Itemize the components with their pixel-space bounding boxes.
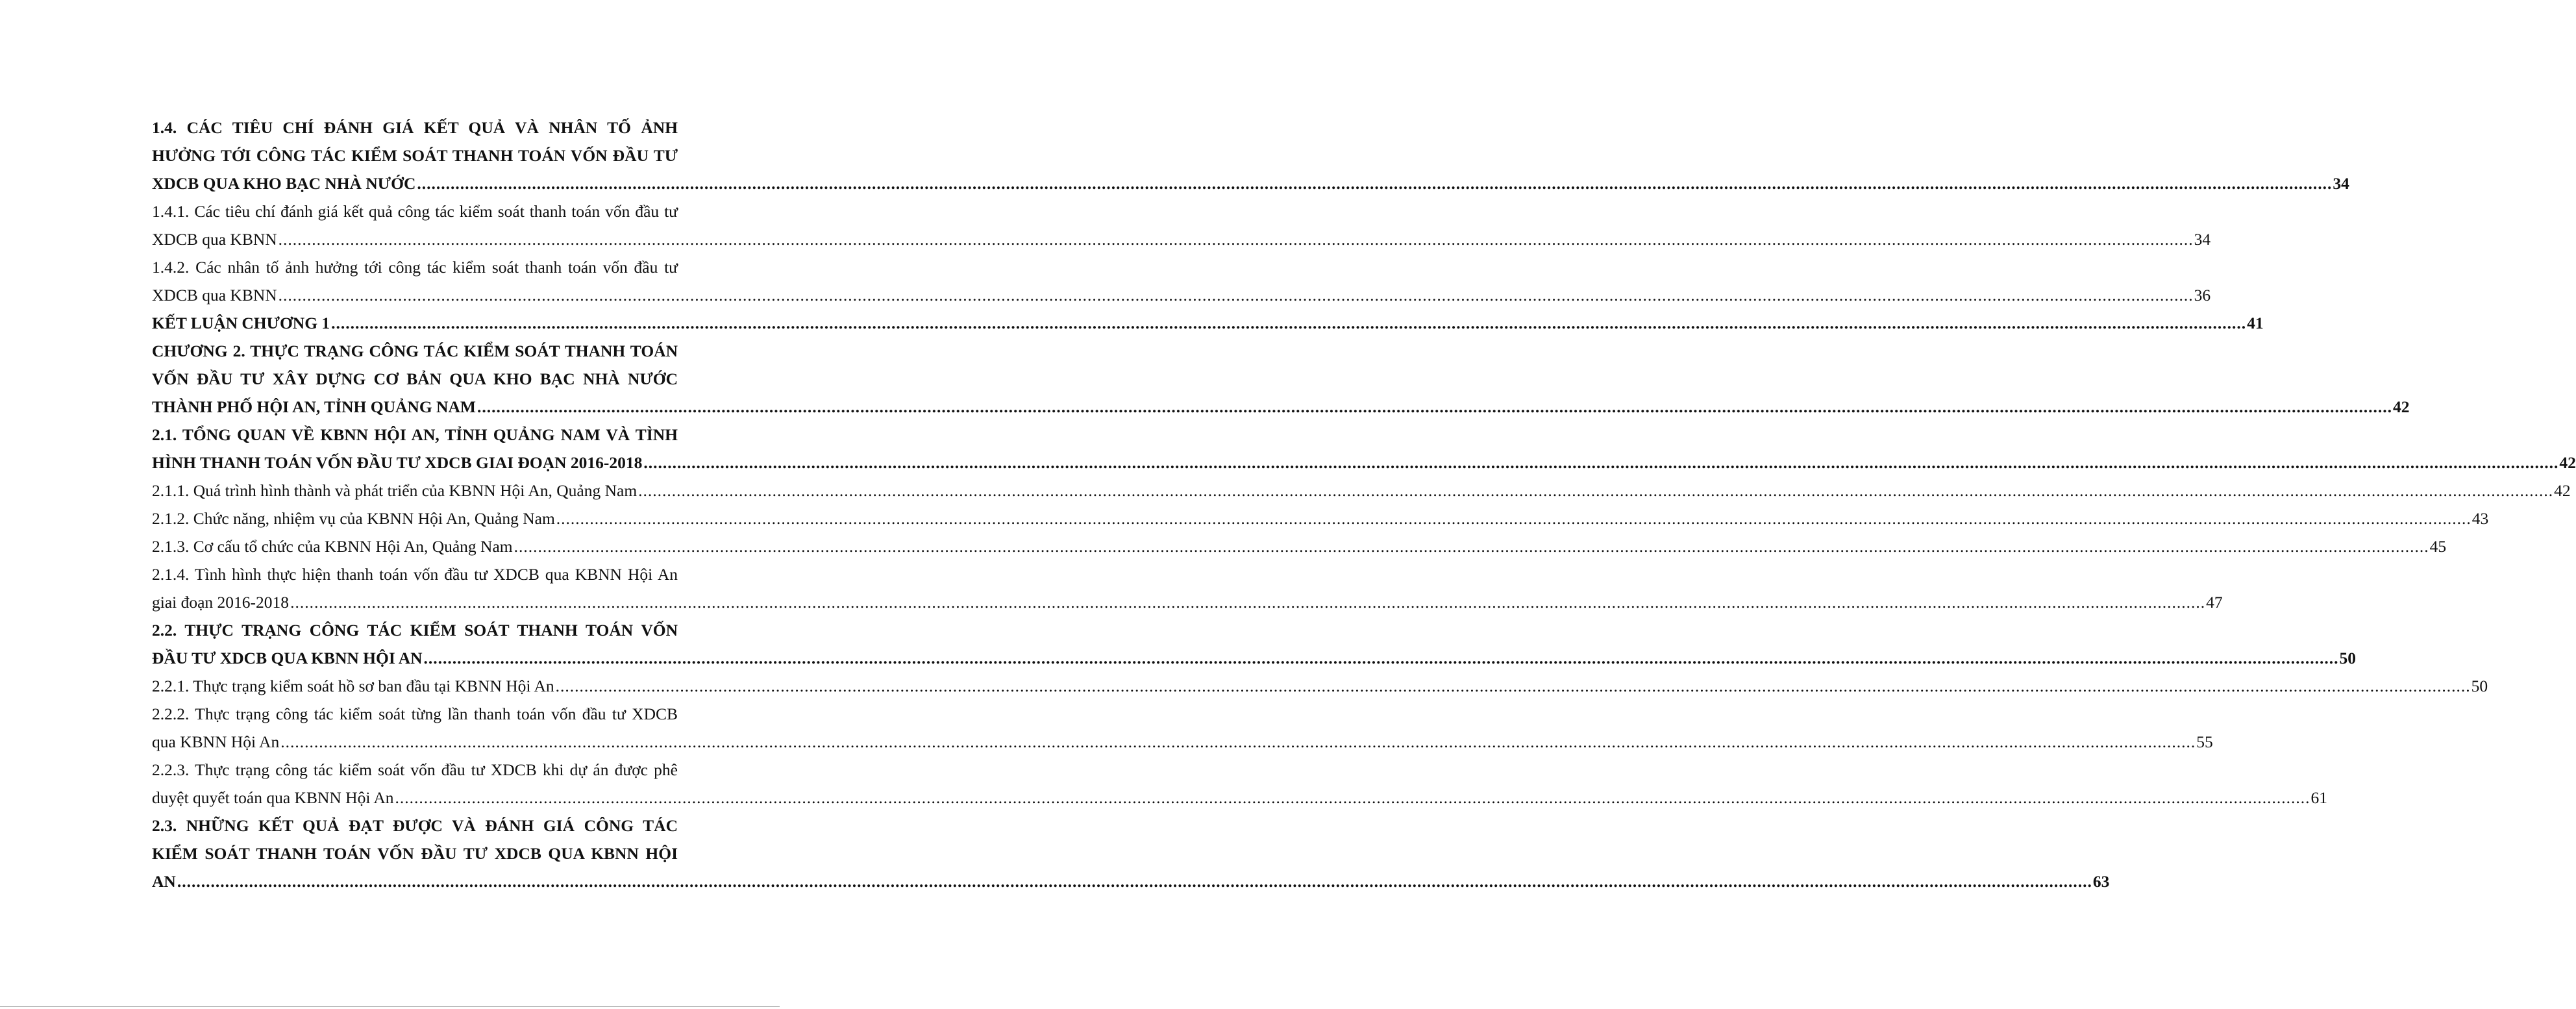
page-number: 50 [2339, 649, 2357, 667]
dot-leader: ................................................................................................................................................................................................................................................................................................................................................................................................................ [278, 230, 2194, 249]
toc-entry-title: 2.2.1. Thực trạng kiểm soát hồ sơ ban đầu tại KBNN Hội An [152, 677, 554, 695]
page-number: 47 [2206, 593, 2223, 612]
toc-entry-last-line [152, 504, 2489, 532]
page-number: 42 [2559, 453, 2576, 472]
toc-entry [152, 421, 2576, 477]
toc-entry-last-line [152, 169, 2349, 197]
toc-entry [152, 616, 2357, 672]
toc-entry-title: 2.1.3. Cơ cấu tổ chức của KBNN Hội An, Quảng Nam [152, 537, 513, 556]
page-number: 42 [2392, 397, 2410, 416]
dot-leader: ................................................................................................................................................................................................................................................................................................................................................................................................................ [514, 537, 2429, 556]
page-number: 34 [2194, 230, 2211, 249]
toc-entry [152, 560, 2223, 616]
page-number: 55 [2196, 732, 2213, 751]
toc-entry-last-line [152, 532, 2447, 560]
dot-leader: ................................................................................................................................................................................................................................................................................................................................................................................................................ [177, 872, 2092, 891]
toc-entry-last-line [152, 728, 2213, 756]
toc-entry-title: XDCB qua KBNN [152, 286, 277, 305]
toc-entry-last-line [152, 393, 2410, 421]
toc-entry-title: XDCB QUA KHO BẠC NHÀ NƯỚC [152, 174, 416, 193]
toc-entry-title: duyệt quyết toán qua KBNN Hội An [152, 788, 394, 807]
toc-entry-line: 2.2.3. Thực trạng công tác kiểm soát vốn đầu tư XDCB khi dự án được phê [152, 760, 678, 779]
toc-entry-line: KIỂM SOÁT THANH TOÁN VỐN ĐẦU TƯ XDCB QUA KBNN HỘI [152, 844, 678, 863]
toc-entry [152, 700, 2213, 756]
dot-leader: ................................................................................................................................................................................................................................................................................................................................................................................................................ [556, 509, 2471, 528]
toc-entry [152, 812, 2110, 895]
toc-entry-title: XDCB qua KBNN [152, 230, 277, 249]
toc-entry [152, 337, 2410, 421]
page-number: 42 [2554, 481, 2571, 500]
toc-entry-last-line [152, 449, 2576, 477]
toc-entry-line: CHƯƠNG 2. THỰC TRẠNG CÔNG TÁC KIỂM SOÁT THANH TOÁN [152, 342, 678, 360]
toc-entry-title: giai đoạn 2016-2018 [152, 593, 290, 612]
toc-entry [152, 114, 2349, 197]
toc-entry-title: THÀNH PHỐ HỘI AN, TỈNH QUẢNG NAM [152, 397, 476, 416]
dot-leader: ................................................................................................................................................................................................................................................................................................................................................................................................................ [643, 453, 2559, 472]
toc-entry-line: HƯỞNG TỚI CÔNG TÁC KIỂM SOÁT THANH TOÁN VỐN ĐẦU TƯ [152, 146, 678, 165]
toc-entry-last-line [152, 644, 2357, 672]
toc-entry [152, 309, 2264, 337]
toc-entry-title: AN [152, 872, 176, 891]
toc-entry-line: 2.2. THỰC TRẠNG CÔNG TÁC KIỂM SOÁT THANH TOÁN VỐN [152, 621, 678, 640]
page-number: 36 [2194, 286, 2211, 305]
page-number: 34 [2333, 174, 2349, 193]
dot-leader: ................................................................................................................................................................................................................................................................................................................................................................................................................ [423, 649, 2339, 667]
table-of-contents [152, 114, 2576, 895]
page-number: 50 [2471, 677, 2488, 695]
dot-leader: ................................................................................................................................................................................................................................................................................................................................................................................................................ [290, 593, 2206, 612]
toc-entry-line: 2.1. TỔNG QUAN VỀ KBNN HỘI AN, TỈNH QUẢNG NAM VÀ TÌNH [152, 425, 678, 444]
toc-entry-last-line [152, 281, 2211, 309]
toc-entry-line: 1.4.2. Các nhân tố ảnh hưởng tới công tác kiểm soát thanh toán vốn đầu tư [152, 258, 678, 277]
dot-leader: ................................................................................................................................................................................................................................................................................................................................................................................................................ [555, 677, 2471, 695]
toc-entry-title: KẾT LUẬN CHƯƠNG 1 [152, 314, 330, 332]
dot-leader: ................................................................................................................................................................................................................................................................................................................................................................................................................ [280, 732, 2196, 751]
toc-entry-last-line [152, 672, 2488, 700]
toc-entry-title: HÌNH THANH TOÁN VỐN ĐẦU TƯ XDCB GIAI ĐOẠN 2016-2018 [152, 453, 643, 472]
toc-entry-last-line [152, 309, 2264, 337]
toc-entry-title: 2.1.1. Quá trình hình thành và phát triển của KBNN Hội An, Quảng Nam [152, 481, 638, 500]
toc-entry-line: VỐN ĐẦU TƯ XÂY DỰNG CƠ BẢN QUA KHO BẠC NHÀ NƯỚC [152, 369, 678, 388]
dot-leader: ................................................................................................................................................................................................................................................................................................................................................................................................................ [417, 174, 2333, 193]
toc-entry-line: 1.4.1. Các tiêu chí đánh giá kết quả công tác kiểm soát thanh toán vốn đầu tư [152, 202, 678, 221]
dot-leader: ................................................................................................................................................................................................................................................................................................................................................................................................................ [278, 286, 2194, 305]
dot-leader: ................................................................................................................................................................................................................................................................................................................................................................................................................ [331, 314, 2247, 332]
toc-entry-line: 2.3. NHỮNG KẾT QUẢ ĐẠT ĐƯỢC VÀ ĐÁNH GIÁ CÔNG TÁC [152, 816, 678, 835]
toc-entry-last-line [152, 784, 2328, 812]
toc-entry [152, 504, 2489, 532]
toc-entry-line: 2.1.4. Tình hình thực hiện thanh toán vốn đầu tư XDCB qua KBNN Hội An [152, 565, 678, 584]
toc-entry-last-line [152, 867, 2110, 895]
toc-entry-title: ĐẦU TƯ XDCB QUA KBNN HỘI AN [152, 649, 423, 667]
dot-leader: ................................................................................................................................................................................................................................................................................................................................................................................................................ [638, 481, 2554, 500]
toc-entry [152, 477, 2571, 504]
toc-entry [152, 197, 2211, 253]
toc-entry-last-line [152, 588, 2223, 616]
page-bottom-edge [0, 1006, 780, 1007]
toc-entry [152, 253, 2211, 309]
toc-entry-title: qua KBNN Hội An [152, 732, 280, 751]
page-number: 45 [2429, 537, 2447, 556]
page-number: 43 [2471, 509, 2489, 528]
toc-entry [152, 672, 2488, 700]
dot-leader: ................................................................................................................................................................................................................................................................................................................................................................................................................ [477, 397, 2392, 416]
dot-leader: ................................................................................................................................................................................................................................................................................................................................................................................................................ [395, 788, 2310, 807]
toc-entry-title: 2.1.2. Chức năng, nhiệm vụ của KBNN Hội An, Quảng Nam [152, 509, 555, 528]
page-number: 41 [2247, 314, 2264, 332]
page-number: 61 [2310, 788, 2328, 807]
toc-entry-last-line [152, 477, 2571, 504]
toc-entry [152, 532, 2447, 560]
page-number: 63 [2092, 872, 2110, 891]
toc-entry-line: 1.4. CÁC TIÊU CHÍ ĐÁNH GIÁ KẾT QUẢ VÀ NHÂN TỐ ẢNH [152, 118, 678, 137]
toc-entry [152, 756, 2328, 812]
toc-entry-last-line [152, 225, 2211, 253]
toc-entry-line: 2.2.2. Thực trạng công tác kiểm soát từng lần thanh toán vốn đầu tư XDCB [152, 704, 678, 723]
